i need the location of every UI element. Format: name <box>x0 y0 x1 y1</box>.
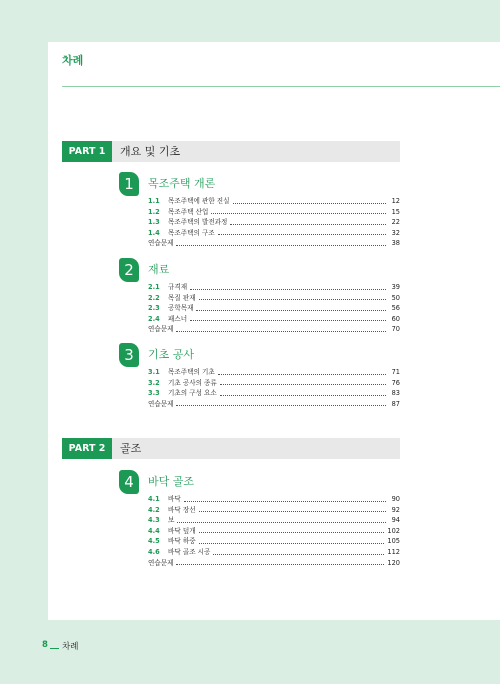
toc-entry[interactable] <box>148 545 400 556</box>
dot-leader <box>176 331 386 332</box>
dot-leader <box>199 532 385 533</box>
section-label: 목질 판재 <box>168 293 196 302</box>
toc-entry[interactable] <box>148 365 400 376</box>
section-label: 목조주택의 발전과정 <box>168 218 228 227</box>
dot-leader <box>196 310 386 311</box>
dot-leader <box>220 395 386 396</box>
section-number: 4.3 <box>148 516 160 525</box>
section-label: 목조주택의 구조 <box>168 228 215 237</box>
page-number: 39 <box>391 283 400 291</box>
page-number: 71 <box>391 368 400 376</box>
dot-leader <box>176 245 386 246</box>
section-label: 연습문제 <box>148 558 174 567</box>
section-label: 바닥 덮개 <box>168 526 196 535</box>
page-number: 112 <box>387 547 400 556</box>
page-number: 38 <box>391 239 400 248</box>
part-title: 골조 <box>120 442 142 455</box>
section-number: 1.1 <box>148 197 160 205</box>
dot-leader <box>199 511 386 512</box>
section-label: 기초의 구성 요소 <box>168 389 217 398</box>
chapter-title[interactable]: 바닥 골조 <box>148 475 195 488</box>
chapter-title[interactable]: 재료 <box>148 263 170 276</box>
dot-leader <box>176 405 386 406</box>
section-number: 3.3 <box>148 389 160 398</box>
toc-entry-exercises[interactable] <box>148 397 400 408</box>
section-label: 바닥 장선 <box>168 505 196 514</box>
part-badge: PART 1 <box>62 141 112 162</box>
toc-entry[interactable] <box>148 513 400 524</box>
section-number: 1.4 <box>148 228 160 237</box>
footer-divider <box>50 648 59 649</box>
toc-entry[interactable] <box>148 280 400 291</box>
page-number: 120 <box>387 558 400 567</box>
page-number: 12 <box>391 197 400 205</box>
page-number: 60 <box>391 314 400 323</box>
page-title: 차례 <box>62 54 84 67</box>
dot-leader <box>199 543 385 544</box>
part-badge: PART 2 <box>62 438 112 459</box>
section-number: 3.2 <box>148 378 160 387</box>
title-divider <box>62 86 500 87</box>
toc-entry[interactable] <box>148 386 400 397</box>
section-number: 2.4 <box>148 314 160 323</box>
page-number: 105 <box>387 537 400 546</box>
section-number: 2.1 <box>148 283 160 291</box>
dot-leader <box>230 224 386 225</box>
part-header-2 <box>62 438 400 459</box>
page-number: 50 <box>391 293 400 302</box>
page-number: 102 <box>387 526 400 535</box>
toc-entry[interactable] <box>148 291 400 302</box>
section-number: 4.2 <box>148 505 160 514</box>
toc-entry[interactable] <box>148 503 400 514</box>
section-label: 연습문제 <box>148 399 174 408</box>
dot-leader <box>218 374 386 375</box>
chapter-entry-list <box>148 365 400 407</box>
dot-leader <box>199 299 386 300</box>
section-number: 2.2 <box>148 293 160 302</box>
page-number: 15 <box>391 207 400 216</box>
page-number: 92 <box>391 505 400 514</box>
page-number: 94 <box>391 516 400 525</box>
chapter-title[interactable]: 기초 공사 <box>148 348 195 361</box>
section-label: 연습문제 <box>148 325 174 334</box>
chapter-entry-list <box>148 280 400 333</box>
page-number: 32 <box>391 228 400 237</box>
section-number: 4.5 <box>148 537 160 546</box>
toc-entry[interactable] <box>148 215 400 226</box>
page-number: 83 <box>391 389 400 398</box>
page-number: 76 <box>391 378 400 387</box>
chapter-title[interactable]: 목조주택 개론 <box>148 177 216 190</box>
chapter-entry-list <box>148 194 400 247</box>
section-number: 4.4 <box>148 526 160 535</box>
toc-entry[interactable] <box>148 492 400 503</box>
section-label: 보 <box>168 516 175 525</box>
dot-leader <box>233 203 386 204</box>
section-label: 바닥 골조 시공 <box>168 547 211 556</box>
section-label: 패스너 <box>168 314 188 323</box>
dot-leader <box>184 501 386 502</box>
toc-entry-exercises[interactable] <box>148 322 400 333</box>
chapter-number-badge: 1 <box>119 172 139 196</box>
page-number: 56 <box>391 304 400 313</box>
dot-leader <box>211 213 386 214</box>
footer-page-number: 8 <box>42 640 48 650</box>
toc-entry[interactable] <box>148 205 400 216</box>
chapter-number-badge: 4 <box>119 470 139 494</box>
section-label: 규격재 <box>168 283 188 291</box>
toc-entry-exercises[interactable] <box>148 556 400 567</box>
page-number: 87 <box>391 399 400 408</box>
section-number: 4.1 <box>148 495 160 503</box>
section-label: 목조주택의 기초 <box>168 368 215 376</box>
section-label: 연습문제 <box>148 239 174 248</box>
dot-leader <box>213 554 384 555</box>
section-label: 목조주택에 관한 진실 <box>168 197 230 205</box>
section-label: 기초 공사의 종류 <box>168 378 217 387</box>
dot-leader <box>177 522 386 523</box>
toc-entry[interactable] <box>148 534 400 545</box>
toc-entry[interactable] <box>148 301 400 312</box>
section-label: 바닥 <box>168 495 181 503</box>
section-label: 목조주택 산업 <box>168 207 209 216</box>
section-number: 3.1 <box>148 368 160 376</box>
dot-leader <box>190 289 386 290</box>
toc-entry[interactable] <box>148 194 400 205</box>
dot-leader <box>176 564 384 565</box>
footer-label: 차례 <box>62 642 79 652</box>
page-number: 70 <box>391 325 400 334</box>
section-label: 공학목재 <box>168 304 194 313</box>
chapter-entry-list <box>148 492 400 566</box>
section-label: 바닥 하중 <box>168 537 196 546</box>
part-title: 개요 및 기초 <box>120 145 181 158</box>
toc-entry[interactable] <box>148 312 400 323</box>
section-number: 1.2 <box>148 207 160 216</box>
toc-entry[interactable] <box>148 376 400 387</box>
toc-entry-exercises[interactable] <box>148 236 400 247</box>
section-number: 2.3 <box>148 304 160 313</box>
part-header-1 <box>62 141 400 162</box>
dot-leader <box>220 384 386 385</box>
toc-entry[interactable] <box>148 226 400 237</box>
dot-leader <box>218 234 386 235</box>
page-number: 22 <box>391 218 400 227</box>
chapter-number-badge: 3 <box>119 343 139 367</box>
section-number: 4.6 <box>148 547 160 556</box>
page-number: 90 <box>391 495 400 503</box>
dot-leader <box>190 320 386 321</box>
chapter-number-badge: 2 <box>119 258 139 282</box>
toc-entry[interactable] <box>148 524 400 535</box>
section-number: 1.3 <box>148 218 160 227</box>
